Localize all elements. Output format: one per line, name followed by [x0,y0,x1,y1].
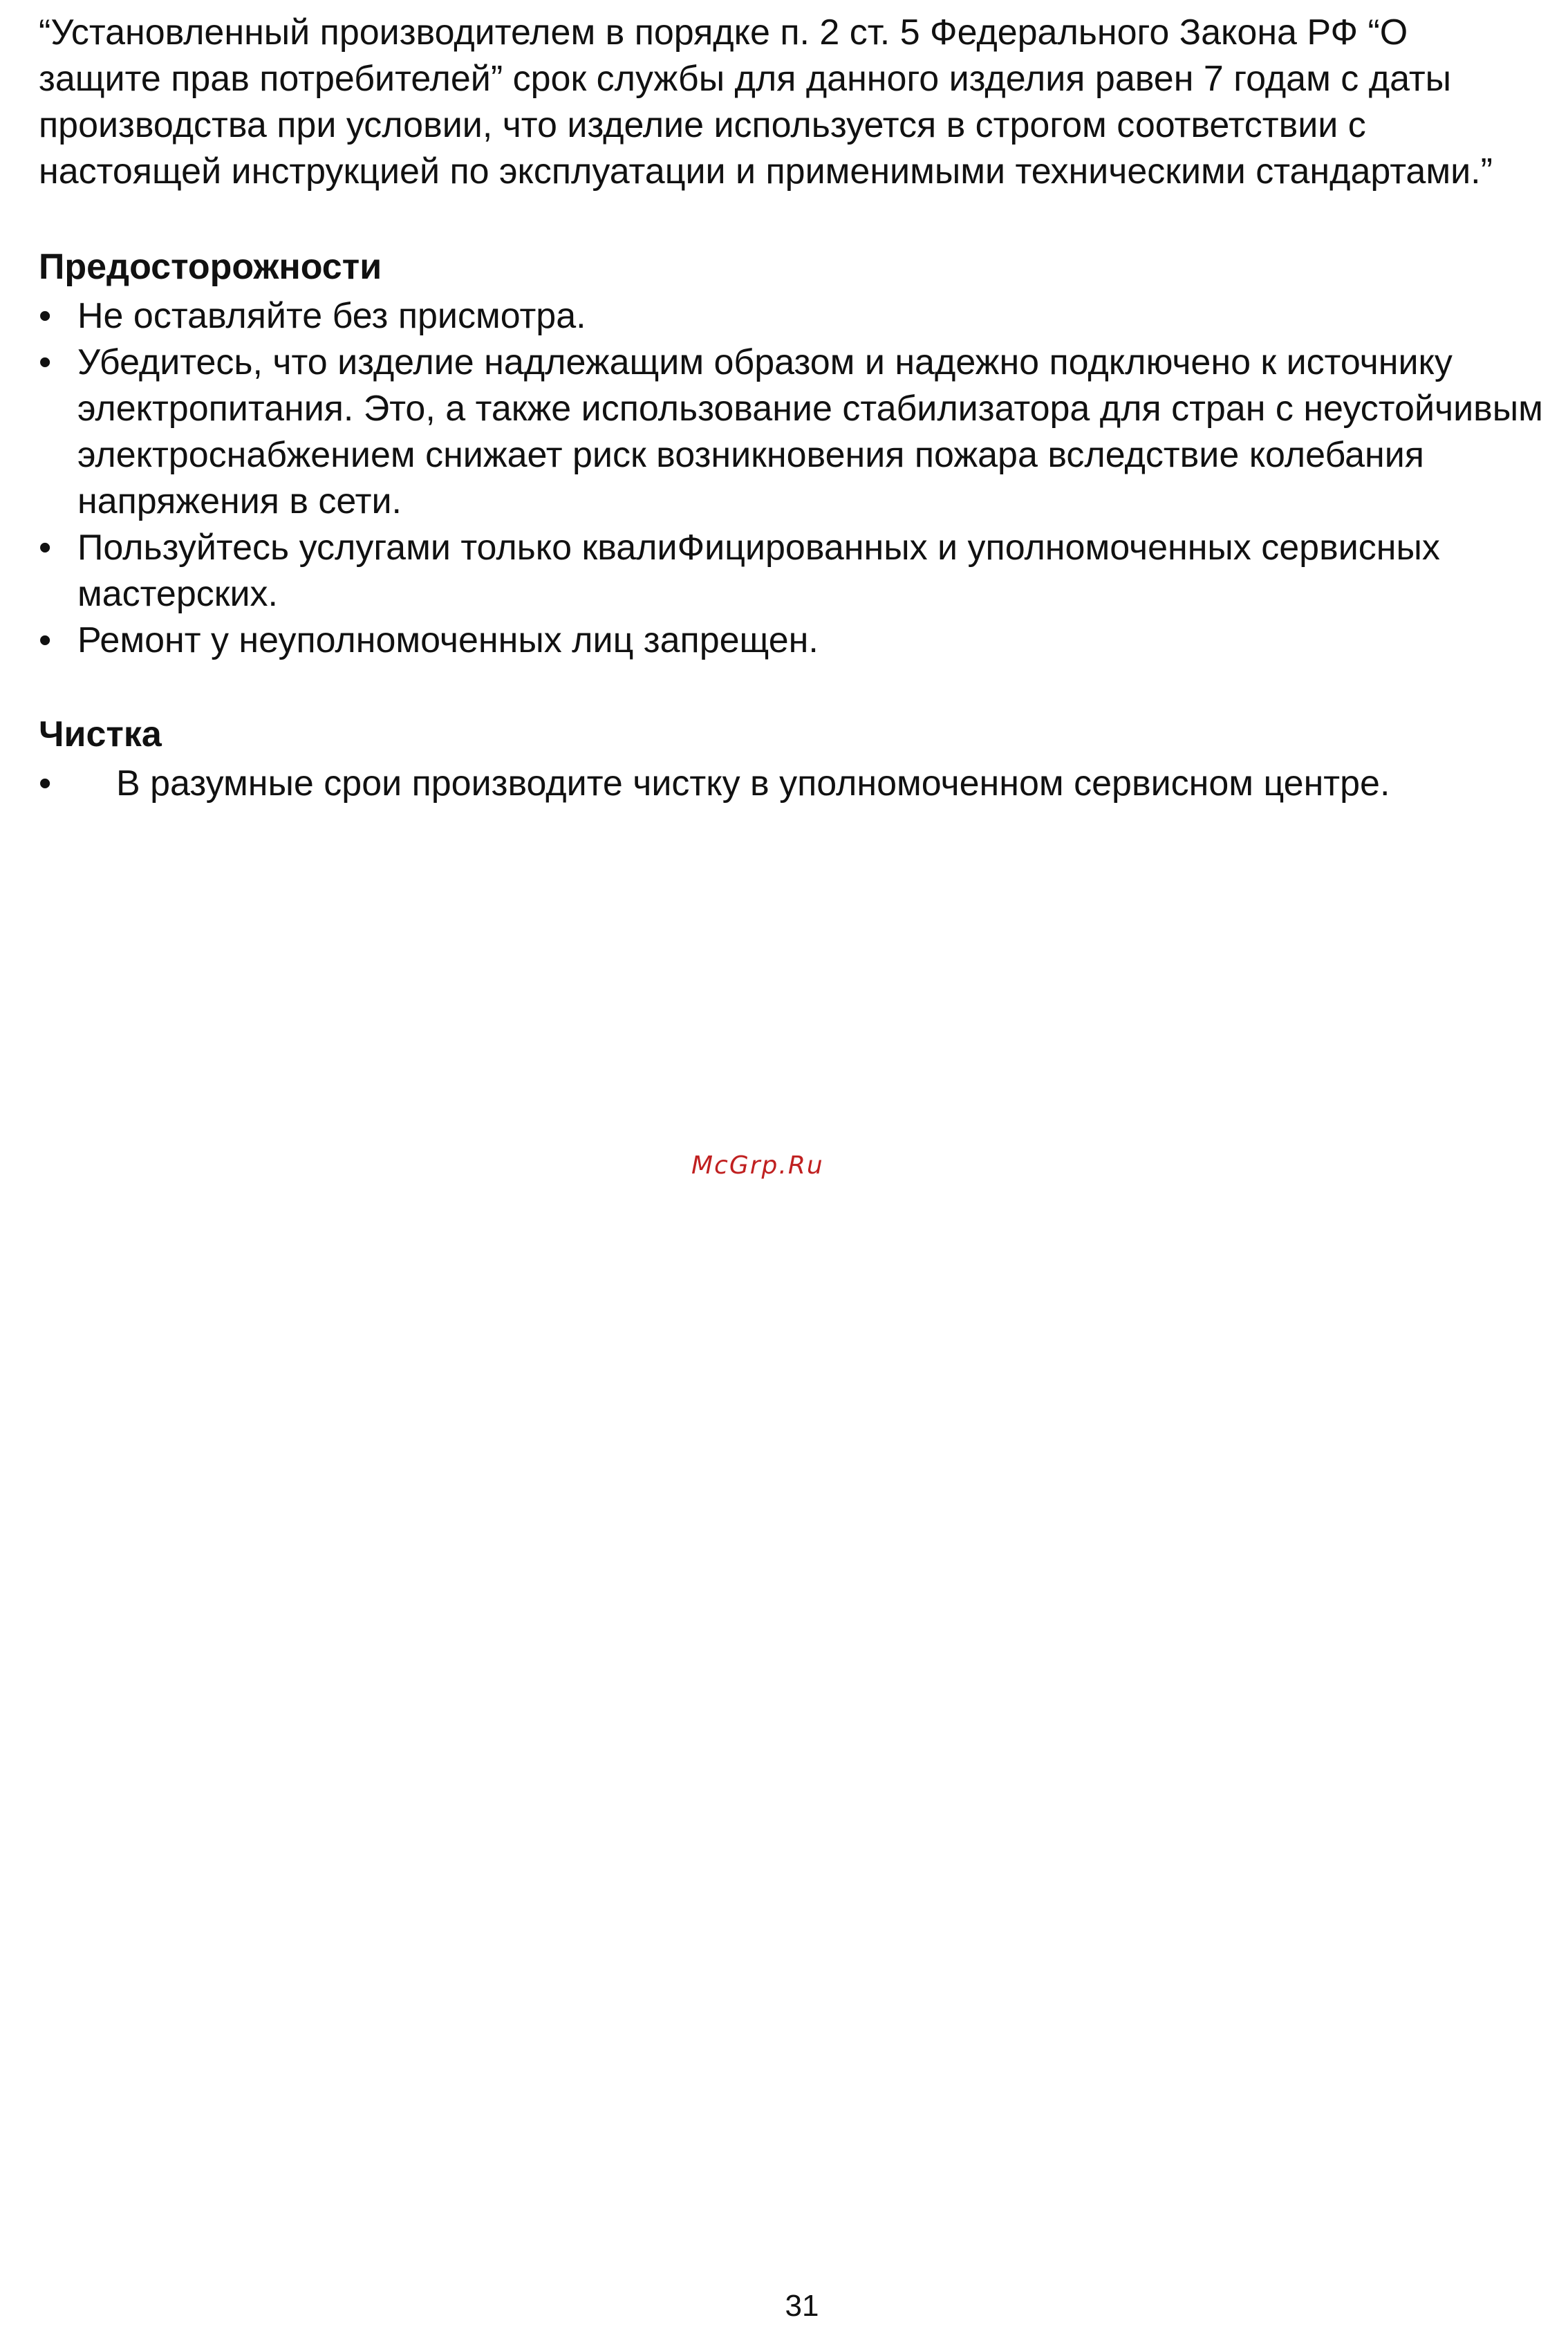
bullet-icon: • [39,620,52,660]
watermark-text: McGrp.Ru [691,1151,824,1180]
precautions-heading: Предосторожности [39,247,382,287]
list-item-text: Убедитесь, что изделие надлежащим образом и надежно подключено к источнику электропитания. Это, а также использование стабилизатора для стран с неустойчивым электроснабжением снижает риск возникновения пожара вследствие колебания напряжения в сети. [77,342,1543,521]
bullet-icon: • [39,296,52,336]
list-item [39,340,1560,525]
bullet-icon: • [39,342,52,382]
list-item-text: Пользуйтесь услугами только квалиФицированных и уполномоченных сервисных мастерских. [77,528,1440,614]
list-item-text: Ремонт у неуполномоченных лиц запрещен. [77,620,819,660]
bullet-icon: • [39,763,52,804]
list-item [39,761,1560,807]
list-item-text: Не оставляйте без присмотра. [77,296,586,336]
list-item [39,618,1560,664]
list-item [39,525,1560,618]
precautions-list [39,293,1560,664]
cleaning-list [39,761,1560,807]
bullet-icon: • [39,528,52,568]
intro-paragraph: “Установленный производителем в порядке п. 2 ст. 5 Федерального Закона РФ “О защите прав потребителей” срок службы для данного изделия равен 7 годам с даты производства при условии, что изделие используется в строгом соответствии с настоящей инструкцией по эксплуатации и применимыми техническими стандартами.” [39,12,1493,192]
list-item [39,293,1560,340]
page-number: 31 [785,2289,819,2323]
list-item-text: В разумные срои производите чистку в уполномоченном сервисном центре. [116,763,1390,804]
cleaning-heading: Чистка [39,714,162,754]
